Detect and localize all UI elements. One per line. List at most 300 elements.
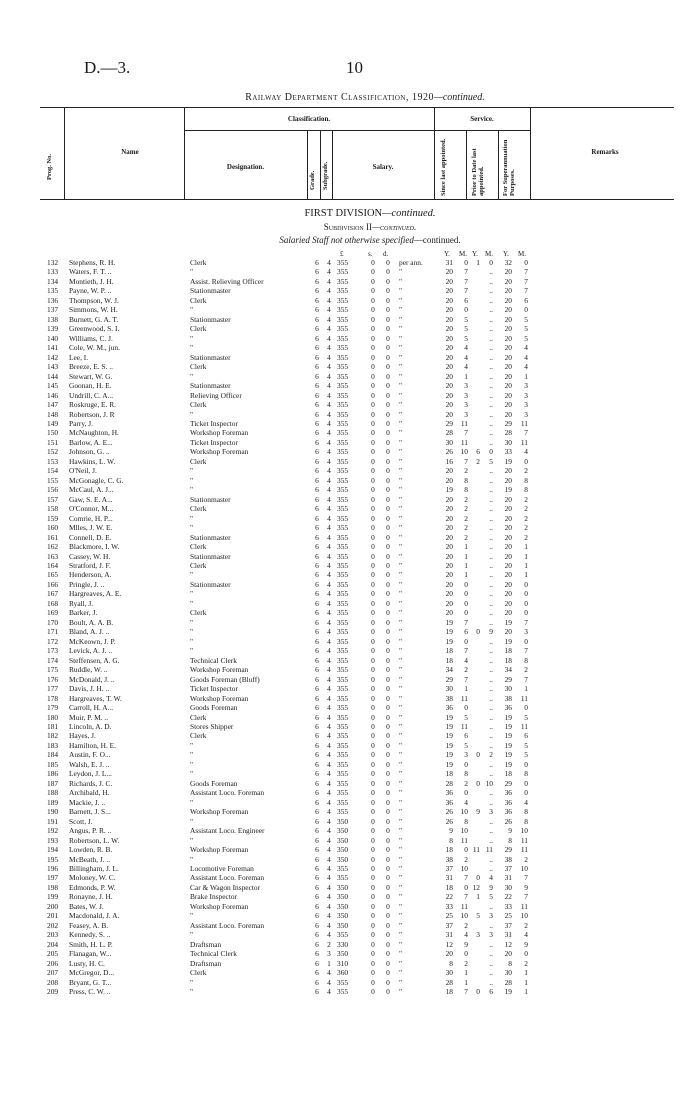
prior-months-cell: 9	[489, 627, 493, 637]
grade-cell: 6	[315, 532, 319, 542]
salary-pounds-cell: 355	[337, 769, 349, 779]
prog-no-cell: 203	[47, 930, 59, 940]
subgrade-cell: 4	[327, 485, 331, 495]
salary-pounds-cell: 355	[337, 665, 349, 675]
prog-no-cell: 191	[47, 816, 59, 826]
salary-pence-cell: 0	[386, 456, 390, 466]
name-cell: Lowden, R. B.	[69, 845, 113, 855]
superannuation-months-cell: 2	[524, 920, 528, 930]
superannuation-years-cell: 19	[504, 617, 512, 627]
grade-cell: 6	[315, 456, 319, 466]
salary-pounds-cell: 355	[337, 295, 349, 305]
subgrade-cell: 4	[327, 892, 331, 902]
designation-cell: Brake Inspector	[190, 892, 237, 902]
table-row	[0, 873, 700, 882]
salary-pounds-cell: 355	[337, 759, 349, 769]
superannuation-months-cell: 0	[524, 579, 528, 589]
table-row	[0, 552, 700, 561]
since-last-years-cell: 30	[445, 684, 453, 694]
salary-pence-cell: 0	[386, 570, 390, 580]
name-cell: McGregor, D...	[69, 968, 115, 978]
superannuation-months-cell: 7	[524, 873, 528, 883]
salary-period-cell: "	[399, 456, 403, 466]
prior-months-cell: ..	[489, 788, 493, 798]
superannuation-months-cell: 0	[524, 949, 528, 959]
table-row	[0, 769, 700, 778]
grade-cell: 6	[315, 466, 319, 476]
grade-cell: 6	[315, 882, 319, 892]
salary-pence-cell: 0	[386, 958, 390, 968]
salary-shillings-cell: 0	[371, 305, 375, 315]
subgrade-cell: 4	[327, 276, 331, 286]
prior-months-cell: ..	[489, 523, 493, 533]
grade-cell: 6	[315, 684, 319, 694]
subgrade-cell: 4	[327, 267, 331, 277]
prog-no-cell: 161	[47, 532, 59, 542]
subgrade-cell: 1	[327, 958, 331, 968]
subgrade-cell: 4	[327, 286, 331, 296]
prog-no-cell: 148	[47, 409, 59, 419]
prog-no-header: Prog. No.	[46, 153, 53, 180]
table-row	[0, 589, 700, 598]
subgrade-cell: 4	[327, 324, 331, 334]
since-last-years-cell: 19	[445, 485, 453, 495]
since-last-months-cell: 4	[464, 343, 468, 353]
prior-months-cell: ..	[489, 721, 493, 731]
salary-shillings-cell: 0	[371, 646, 375, 656]
prior-months-cell: ..	[489, 835, 493, 845]
prior-years-cell: 6	[476, 447, 480, 457]
subgrade-cell: 4	[327, 816, 331, 826]
superannuation-years-cell: 31	[504, 930, 512, 940]
prior-months-cell: ..	[489, 901, 493, 911]
salary-period-cell: "	[399, 939, 403, 949]
prog-no-cell: 167	[47, 589, 59, 599]
since-last-header: Since last appointed.	[440, 138, 447, 196]
name-cell: Payne, W. P. ..	[69, 286, 112, 296]
since-last-months-cell: 8	[464, 769, 468, 779]
subgrade-cell: 4	[327, 456, 331, 466]
since-last-months-cell: 2	[464, 920, 468, 930]
salary-pence-cell: 0	[386, 854, 390, 864]
salary-pence-cell: 0	[386, 778, 390, 788]
superannuation-months-cell: 4	[524, 343, 528, 353]
designation-cell: Technical Clerk	[190, 949, 237, 959]
salary-pounds-cell: 350	[337, 882, 349, 892]
salary-period-cell: "	[399, 864, 403, 873]
grade-cell: 6	[315, 542, 319, 552]
prog-no-cell: 164	[47, 561, 59, 570]
since-last-years-cell: 18	[445, 845, 453, 855]
grade-cell: 6	[315, 816, 319, 826]
prior-months-cell: 4	[489, 873, 493, 883]
since-last-years-cell: 26	[445, 816, 453, 826]
name-cell: Bland, A. J. ..	[69, 627, 110, 637]
prior-months-cell: ..	[489, 939, 493, 949]
name-cell: McNaughton, H.	[69, 428, 119, 438]
superannuation-months-cell: 1	[524, 684, 528, 694]
table-row	[0, 627, 700, 636]
grade-cell: 6	[315, 674, 319, 684]
designation-cell: Stationmaster	[190, 381, 231, 391]
since-last-months-cell: 0	[464, 579, 468, 589]
designation-cell: "	[190, 854, 194, 864]
since-last-years-cell: 31	[445, 258, 453, 267]
salary-shillings-cell: 0	[371, 400, 375, 410]
table-row	[0, 949, 700, 958]
since-last-months-cell: 4	[464, 362, 468, 372]
since-last-years-cell: 19	[445, 636, 453, 646]
superannuation-years-cell: 30	[504, 882, 512, 892]
superannuation-years-cell: 19	[504, 456, 512, 466]
prior-months-cell: ..	[489, 968, 493, 978]
salary-pounds-cell: 355	[337, 523, 349, 533]
since-last-months-cell: 6	[464, 731, 468, 741]
salary-period-cell: "	[399, 523, 403, 533]
superannuation-years-cell: 19	[504, 485, 512, 495]
salary-pence-cell: 0	[386, 721, 390, 731]
subgrade-cell: 4	[327, 901, 331, 911]
salary-pence-cell: 0	[386, 703, 390, 713]
since-last-months-cell: 5	[464, 712, 468, 722]
subgrade-cell: 4	[327, 826, 331, 836]
prior-years-cell: 0	[476, 627, 480, 637]
superannuation-months-cell: 1	[524, 968, 528, 978]
salary-period-cell: "	[399, 712, 403, 722]
superannuation-months-cell: 0	[524, 598, 528, 608]
superannuation-months-cell: 7	[524, 674, 528, 684]
salary-period-cell: "	[399, 532, 403, 542]
prog-no-cell: 141	[47, 343, 59, 353]
salary-period-cell: "	[399, 684, 403, 694]
superannuation-months-cell: 1	[524, 570, 528, 580]
since-last-months-cell: 7	[464, 873, 468, 883]
prior-months-cell: ..	[489, 466, 493, 476]
since-last-years-cell: 20	[445, 466, 453, 476]
designation-cell: "	[190, 911, 194, 921]
salary-period-cell: "	[399, 788, 403, 798]
subgrade-cell: 4	[327, 447, 331, 457]
prior-months-cell: ..	[489, 305, 493, 315]
superannuation-years-cell: 19	[504, 740, 512, 750]
salary-period-cell: "	[399, 286, 403, 296]
since-last-years-cell: 20	[445, 400, 453, 410]
since-last-months-cell: 4	[464, 352, 468, 362]
salary-pounds-cell: 355	[337, 655, 349, 665]
salary-period-cell: "	[399, 769, 403, 779]
name-cell: McKeown, J. P.	[69, 636, 116, 646]
unit-shillings: s.	[368, 250, 373, 258]
salary-pence-cell: 0	[386, 655, 390, 665]
subgrade-cell: 4	[327, 759, 331, 769]
salary-period-cell: "	[399, 381, 403, 391]
salary-pence-cell: 0	[386, 295, 390, 305]
since-last-months-cell: 1	[464, 570, 468, 580]
since-last-months-cell: 7	[464, 617, 468, 627]
prog-no-cell: 135	[47, 286, 59, 296]
name-cell: Waters, F. T. ..	[69, 267, 112, 277]
designation-cell: "	[190, 267, 194, 277]
since-last-months-cell: 10	[460, 447, 468, 457]
grade-cell: 6	[315, 873, 319, 883]
superannuation-months-cell: 7	[524, 267, 528, 277]
prior-months-cell: ..	[489, 542, 493, 552]
name-cell: Parry, J.	[69, 418, 93, 428]
superannuation-months-cell: 2	[524, 665, 528, 675]
prog-no-cell: 137	[47, 305, 59, 315]
salary-shillings-cell: 0	[371, 693, 375, 703]
grade-cell: 6	[315, 911, 319, 921]
designation-cell: Assistant Loco. Foreman	[190, 788, 265, 798]
salary-pounds-cell: 355	[337, 873, 349, 883]
superannuation-years-cell: 20	[504, 314, 512, 324]
grade-cell: 6	[315, 769, 319, 779]
prog-no-cell: 160	[47, 523, 59, 533]
since-last-months-cell: 1	[464, 561, 468, 570]
salary-pence-cell: 0	[386, 494, 390, 504]
subgrade-cell: 4	[327, 617, 331, 627]
table-row	[0, 902, 700, 911]
prior-months-cell: 3	[489, 930, 493, 940]
salary-period-cell: "	[399, 892, 403, 902]
since-last-months-cell: 0	[464, 305, 468, 315]
salary-period-cell: "	[399, 731, 403, 741]
designation-cell: Clerk	[190, 400, 207, 410]
superannuation-years-cell: 20	[504, 466, 512, 476]
salary-shillings-cell: 0	[371, 418, 375, 428]
subgrade-cell: 4	[327, 665, 331, 675]
grade-cell: 6	[315, 617, 319, 627]
name-cell: Roskruge, E. R.	[69, 400, 117, 410]
prog-no-cell: 172	[47, 636, 59, 646]
salary-pounds-cell: 355	[337, 579, 349, 589]
salary-pounds-cell: 355	[337, 418, 349, 428]
since-last-months-cell: 3	[464, 409, 468, 419]
grade-cell: 6	[315, 949, 319, 959]
salary-period-cell: "	[399, 409, 403, 419]
salary-shillings-cell: 0	[371, 579, 375, 589]
designation-cell: "	[190, 835, 194, 845]
grade-cell: 6	[315, 485, 319, 495]
prior-months-cell: ..	[489, 854, 493, 864]
prog-no-cell: 177	[47, 684, 59, 694]
salary-shillings-cell: 0	[371, 864, 375, 873]
name-cell: Johnson, G. ..	[69, 447, 110, 457]
subgrade-cell: 4	[327, 911, 331, 921]
staff-table-body	[0, 258, 700, 997]
superannuation-months-cell: 3	[524, 390, 528, 400]
prior-months-cell: ..	[489, 655, 493, 665]
table-row	[0, 713, 700, 722]
table-row	[0, 892, 700, 901]
subgrade-cell: 4	[327, 437, 331, 447]
table-row	[0, 277, 700, 286]
name-cell: Carroll, H. A...	[69, 703, 114, 713]
table-row	[0, 286, 700, 295]
grade-cell: 6	[315, 371, 319, 381]
since-last-months-cell: 11	[460, 693, 468, 703]
grade-cell: 6	[315, 523, 319, 533]
salary-shillings-cell: 0	[371, 750, 375, 760]
division-continued: —continued.	[382, 208, 436, 219]
since-last-years-cell: 28	[445, 428, 453, 438]
superannuation-months-cell: 2	[524, 532, 528, 542]
since-last-years-cell: 20	[445, 513, 453, 523]
salary-pounds-cell: 350	[337, 892, 349, 902]
subgrade-cell: 4	[327, 258, 331, 267]
prog-no-cell: 186	[47, 769, 59, 779]
name-cell: O'Neil, J.	[69, 466, 97, 476]
since-last-years-cell: 26	[445, 447, 453, 457]
since-last-years-cell: 29	[445, 418, 453, 428]
salary-shillings-cell: 0	[371, 267, 375, 277]
superannuation-years-cell: 20	[504, 381, 512, 391]
superannuation-years-cell: 38	[504, 854, 512, 864]
superannuation-months-cell: 5	[524, 740, 528, 750]
salary-shillings-cell: 0	[371, 466, 375, 476]
since-last-years-cell: 20	[445, 343, 453, 353]
prior-years-cell: 11	[472, 845, 480, 855]
prior-months-cell: ..	[489, 362, 493, 372]
name-cell: Archibald, H.	[69, 788, 110, 798]
superannuation-months-cell: 8	[524, 807, 528, 817]
since-last-years-cell: 20	[445, 390, 453, 400]
salary-shillings-cell: 0	[371, 712, 375, 722]
since-last-months-cell: 7	[464, 646, 468, 656]
prior-months-cell: ..	[489, 864, 493, 873]
salary-pence-cell: 0	[386, 636, 390, 646]
salary-pounds-cell: 355	[337, 551, 349, 561]
superannuation-years-cell: 20	[504, 513, 512, 523]
prior-months-cell: ..	[489, 703, 493, 713]
since-last-years-cell: 20	[445, 381, 453, 391]
since-last-months-cell: 0	[464, 949, 468, 959]
prog-no-cell: 181	[47, 721, 59, 731]
salary-shillings-cell: 0	[371, 513, 375, 523]
superannuation-years-cell: 30	[504, 968, 512, 978]
name-cell: Billingham, J. L.	[69, 864, 119, 873]
salary-pounds-cell: 355	[337, 703, 349, 713]
grade-cell: 6	[315, 655, 319, 665]
table-row	[0, 731, 700, 740]
salary-pounds-cell: 355	[337, 390, 349, 400]
designation-cell: "	[190, 513, 194, 523]
salary-period-cell: "	[399, 324, 403, 334]
table-row	[0, 400, 700, 409]
grade-cell: 6	[315, 892, 319, 902]
superannuation-years-cell: 20	[504, 343, 512, 353]
subgrade-cell: 2	[327, 939, 331, 949]
table-row	[0, 561, 700, 570]
since-last-years-cell: 20	[445, 494, 453, 504]
prior-months-cell: ..	[489, 390, 493, 400]
grade-cell: 6	[315, 845, 319, 855]
prior-months-cell: ..	[489, 485, 493, 495]
grade-cell: 6	[315, 920, 319, 930]
since-last-months-cell: 3	[464, 750, 468, 760]
superannuation-years-cell: 19	[504, 712, 512, 722]
prog-no-cell: 165	[47, 570, 59, 580]
superannuation-years-cell: 36	[504, 807, 512, 817]
salary-pounds-cell: 355	[337, 627, 349, 637]
name-cell: Richards, J. C.	[69, 778, 113, 788]
salary-shillings-cell: 0	[371, 788, 375, 798]
superannuation-months-cell: 2	[524, 513, 528, 523]
table-row	[0, 637, 700, 646]
salary-pounds-cell: 355	[337, 485, 349, 495]
since-last-months-cell: 4	[464, 655, 468, 665]
subgrade-cell: 4	[327, 646, 331, 656]
superannuation-years-cell: 8	[508, 958, 512, 968]
since-last-months-cell: 1	[464, 371, 468, 381]
prog-no-cell: 171	[47, 627, 59, 637]
designation-cell: Locomotive Foreman	[190, 864, 254, 873]
salary-pence-cell: 0	[386, 684, 390, 694]
superannuation-months-cell: 1	[524, 542, 528, 552]
since-last-years-cell: 9	[449, 826, 453, 836]
prior-months-cell: ..	[489, 513, 493, 523]
designation-cell: "	[190, 987, 194, 997]
salary-pence-cell: 0	[386, 352, 390, 362]
name-cell: Austin, F. O...	[69, 750, 111, 760]
since-last-months-cell: 0	[464, 845, 468, 855]
salary-pounds-cell: 355	[337, 343, 349, 353]
salary-pounds-cell: 355	[337, 371, 349, 381]
salary-period-cell: "	[399, 693, 403, 703]
superannuation-years-cell: 20	[504, 627, 512, 637]
designation-cell: "	[190, 769, 194, 779]
designation-cell: "	[190, 617, 194, 627]
prior-months-cell: ..	[489, 646, 493, 656]
salary-shillings-cell: 0	[371, 551, 375, 561]
name-cell: Boult, A. A. B.	[69, 617, 114, 627]
salary-shillings-cell: 0	[371, 314, 375, 324]
since-last-months-cell: 2	[464, 778, 468, 788]
superannuation-years-cell: 20	[504, 333, 512, 343]
salary-pounds-cell: 355	[337, 532, 349, 542]
salary-period-cell: "	[399, 352, 403, 362]
prog-no-cell: 192	[47, 826, 59, 836]
staff-continued: —continued.	[413, 235, 461, 245]
salary-shillings-cell: 0	[371, 523, 375, 533]
table-row	[0, 608, 700, 617]
prog-no-cell: 185	[47, 759, 59, 769]
name-cell: Gaw, S. E. A...	[69, 494, 113, 504]
subgrade-cell: 4	[327, 882, 331, 892]
superannuation-months-cell: 10	[520, 864, 528, 873]
table-row	[0, 968, 700, 977]
designation-cell: Clerk	[190, 324, 207, 334]
prior-months-cell: 3	[489, 807, 493, 817]
salary-pence-cell: 0	[386, 977, 390, 987]
superannuation-months-cell: 5	[524, 333, 528, 343]
since-last-years-cell: 20	[445, 532, 453, 542]
prior-months-cell: ..	[489, 665, 493, 675]
designation-cell: Clerk	[190, 295, 207, 305]
table-row	[0, 779, 700, 788]
salary-period-cell: "	[399, 636, 403, 646]
salary-period-cell: "	[399, 504, 403, 514]
subgrade-cell: 4	[327, 352, 331, 362]
prior-years-cell: 0	[476, 987, 480, 997]
subgrade-cell: 4	[327, 987, 331, 997]
table-row	[0, 485, 700, 494]
salary-pence-cell: 0	[386, 835, 390, 845]
grade-cell: 6	[315, 504, 319, 514]
salary-pounds-cell: 355	[337, 930, 349, 940]
salary-pence-cell: 0	[386, 447, 390, 457]
grade-cell: 6	[315, 731, 319, 741]
